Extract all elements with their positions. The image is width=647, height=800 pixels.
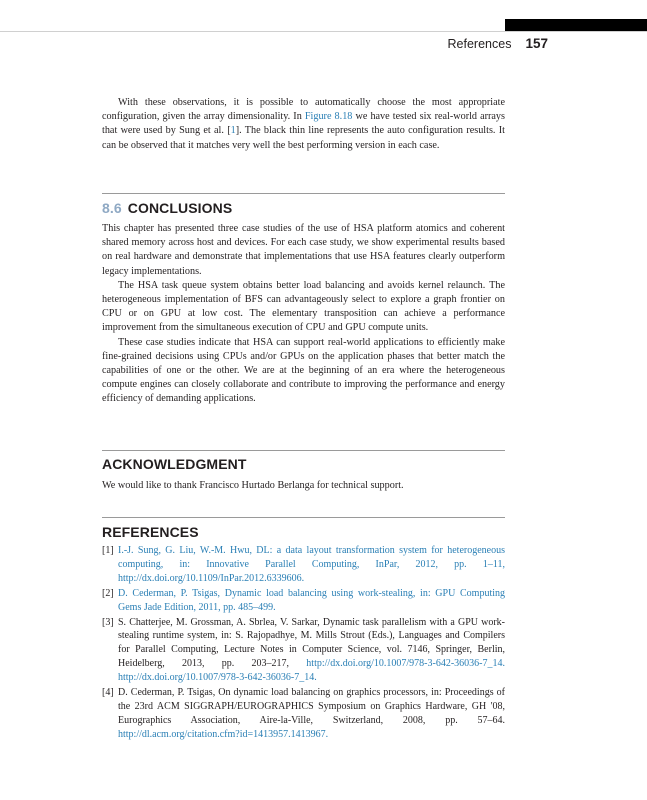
figure-link[interactable]: Figure 8.18 (304, 111, 353, 123)
reference-number: [1] (102, 545, 114, 556)
running-head (300, 36, 548, 51)
section-rule-conclusions (102, 193, 505, 194)
reference-number: [2] (102, 587, 114, 599)
reference-item (102, 587, 505, 615)
header-black-bar (505, 19, 647, 31)
reference-list (102, 544, 505, 743)
acknowledgment-body (102, 479, 505, 493)
section-title: CONCLUSIONS (127, 200, 233, 216)
conclusions-body (102, 222, 505, 407)
reference-item (102, 616, 505, 686)
section-rule-references (102, 517, 505, 518)
reference-link[interactable]: I.-J. Sung, G. Liu, W.-M. Hwu, DL: a data layout transformation system for heterogeneous computing, in: Innovative Parallel Computing, InPar, 2012, pp. 1–11, http://dx.doi.org/10.1109/InPar.2012.6339606. (118, 545, 505, 584)
conclusions-heading (102, 200, 232, 216)
reference-url[interactable]: http://dx.doi.org/10.1007/978-3-642-36036-7_14. http://dx.doi.org/10.1007/978-3-642-36036-7_14. (118, 658, 505, 684)
conclusions-paragraph-3: These case studies indicate that HSA can support real-world applications to efficiently make fine-grained decisions using CPUs and/or GPUs on the application phases that better match the capabilities of one or the other. We are at the beginning of an era where the heterogeneous compute engines can closely collaborate and contribute to improving the performance and energy efficiency of demanding applications. (102, 336, 505, 405)
intro-paragraph (102, 96, 505, 153)
conclusions-paragraph-1: This chapter has presented three case studies of the use of HSA platform atomics and coherent shared memory across host and devices. For each case study, we show experimental results based on real hardware and demonstrate that implementations that use HSA features clearly outperform legacy implementations. (102, 223, 505, 277)
intro-text-2: we have tested six real-world arrays that were used by Sung et al. [ (102, 111, 505, 137)
intro-text-1: With these observations, it is possible to automatically choose the most appropriate configuration, given the array dimensionality. In (102, 97, 505, 123)
reference-number: [4] (102, 687, 114, 699)
header-rule (0, 31, 647, 32)
reference-text: S. Chatterjee, M. Grossman, A. Sbrlea, V. Sarkar, Dynamic task parallelism with a GPU work-stealing runtime system, in: S. Rajopadhye, M. Mills Strout (Eds.), Languages and Compilers for Parallel Computing, Lecture Notes in Computer Science, vol. 7146, Springer, Berlin, Heidelberg, 2013, pp. 203–217, (118, 616, 505, 670)
references-heading: REFERENCES (102, 524, 199, 540)
section-rule-acknowledgment (102, 450, 505, 451)
reference-item (102, 686, 505, 742)
conclusions-paragraph-2: The HSA task queue system obtains better load balancing and avoids kernel relaunch. The heterogeneous implementation of BFS can advantageously select to explore a graph frontier on CPU or on GPU at low cost. The elementary transposition can achieve a performance improvement from the simultaneous execution of CPU and GPU compute units. (102, 279, 505, 334)
reference-text: D. Cederman, P. Tsigas, On dynamic load balancing on graphics processors, in: Proceedings of the 23rd ACM SIGGRAPH/EUROGRAPHICS Symposium on Graphics Hardware, GH '08, Eurographics Association, Aire-la-Ville, Switzerland, 2008, pp. 57–64. (118, 687, 505, 726)
reference-url[interactable]: http://dl.acm.org/citation.cfm?id=1413957.1413967. (118, 728, 329, 740)
reference-number: [3] (102, 616, 114, 628)
section-number: 8.6 (102, 200, 122, 216)
intro-text-3: ]. The black thin line represents the auto configuration results. It can be observed that it matches very well the best performing version in each case. (102, 125, 505, 151)
acknowledgment-text: We would like to thank Francisco Hurtado Berlanga for technical support. (102, 480, 404, 491)
running-head-title: References (447, 37, 512, 51)
acknowledgment-heading: ACKNOWLEDGMENT (102, 456, 247, 472)
citation-link[interactable]: 1 (230, 125, 236, 137)
reference-item (102, 544, 505, 586)
page-number: 157 (525, 36, 548, 51)
reference-link[interactable]: D. Cederman, P. Tsigas, Dynamic load balancing using work-stealing, in: GPU Computing Gems Jade Edition, 2011, pp. 485–499. (118, 587, 505, 613)
